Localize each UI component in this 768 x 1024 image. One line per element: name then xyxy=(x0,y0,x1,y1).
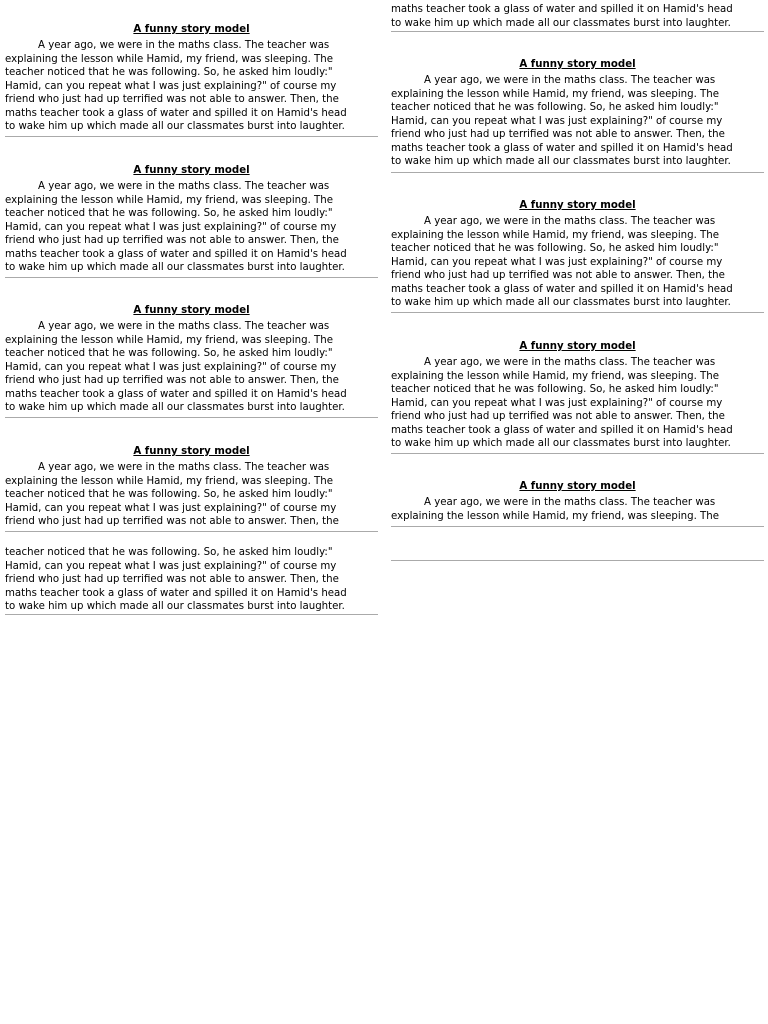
story-paragraph: A year ago, we were in the maths class. The teacher was explaining the lesson while Hamid, my friend, was sleeping. The teacher noticed that he was following. So, he asked him loudly:" Hamid, can you repeat what I was just explaining?" of course my friend who just had up terrified was not able to answer. Then, the xyxy=(5,462,339,527)
story-line: to wake him up which made all our classmates burst into laughter. xyxy=(391,17,731,29)
story-title: A funny story model xyxy=(133,446,250,457)
story-title: A funny story model xyxy=(519,341,636,352)
story-block xyxy=(391,199,764,310)
story-continuation xyxy=(5,546,378,613)
divider-rule xyxy=(391,453,764,454)
divider-rule xyxy=(391,560,764,561)
story-paragraph: A year ago, we were in the maths class. The teacher was explaining the lesson while Hamid, my friend, was sleeping. The teacher noticed that he was following. So, he asked him loudly:" Hamid, can you repeat what I was just explaining?" of course my friend who just had up terrified was not able to answer. Then, the maths teacher took a glass of water and spilled it on Hamid's head to wake him up which made all our classmates burst into laughter. xyxy=(391,75,733,167)
divider-rule xyxy=(5,136,378,137)
story-paragraph: A year ago, we were in the maths class. The teacher was explaining the lesson while Hamid, my friend, was sleeping. The teacher noticed that he was following. So, he asked him loudly:" Hamid, can you repeat what I was just explaining?" of course my friend who just had up terrified was not able to answer. Then, the maths teacher took a glass of water and spilled it on Hamid's head to wake him up which made all our classmates burst into laughter. xyxy=(5,40,347,132)
story-line: to wake him up which made all our classmates burst into laughter. xyxy=(5,601,345,612)
divider-rule xyxy=(5,614,378,615)
story-title: A funny story model xyxy=(519,481,636,492)
story-block xyxy=(391,340,764,451)
story-paragraph: A year ago, we were in the maths class. The teacher was explaining the lesson while Hamid, my friend, was sleeping. The teacher noticed that he was following. So, he asked him loudly:" Hamid, can you repeat what I was just explaining?" of course my friend who just had up terrified was not able to answer. Then, the maths teacher took a glass of water and spilled it on Hamid's head to wake him up which made all our classmates burst into laughter. xyxy=(5,321,347,413)
divider-rule xyxy=(5,531,378,532)
story-paragraph: A year ago, we were in the maths class. The teacher was explaining the lesson while Hamid, my friend, was sleeping. The teacher noticed that he was following. So, he asked him loudly:" Hamid, can you repeat what I was just explaining?" of course my friend who just had up terrified was not able to answer. Then, the maths teacher took a glass of water and spilled it on Hamid's head to wake him up which made all our classmates burst into laughter. xyxy=(5,181,347,273)
story-title: A funny story model xyxy=(133,305,250,316)
divider-rule xyxy=(5,417,378,418)
story-title: A funny story model xyxy=(519,200,636,211)
story-block xyxy=(5,445,378,529)
story-block xyxy=(5,23,378,134)
story-title: A funny story model xyxy=(133,165,250,176)
story-line: friend who just had up terrified was not able to answer. Then, the xyxy=(5,574,339,585)
story-continuation xyxy=(391,3,764,30)
story-block xyxy=(391,480,764,523)
divider-rule xyxy=(391,526,764,527)
divider-rule xyxy=(391,172,764,173)
story-line: maths teacher took a glass of water and spilled it on Hamid's head xyxy=(391,4,733,15)
story-line: Hamid, can you repeat what I was just explaining?" of course my xyxy=(5,560,337,572)
story-line: maths teacher took a glass of water and spilled it on Hamid's head xyxy=(5,587,347,599)
story-paragraph: A year ago, we were in the maths class. The teacher was explaining the lesson while Hamid, my friend, was sleeping. The xyxy=(391,497,719,522)
story-block xyxy=(5,304,378,415)
divider-rule xyxy=(5,277,378,278)
story-title: A funny story model xyxy=(133,24,250,35)
story-line: teacher noticed that he was following. So, he asked him loudly:" xyxy=(5,547,333,558)
divider-rule xyxy=(391,312,764,313)
story-block xyxy=(391,58,764,169)
divider-rule xyxy=(391,31,764,32)
story-paragraph: A year ago, we were in the maths class. The teacher was explaining the lesson while Hamid, my friend, was sleeping. The teacher noticed that he was following. So, he asked him loudly:" Hamid, can you repeat what I was just explaining?" of course my friend who just had up terrified was not able to answer. Then, the maths teacher took a glass of water and spilled it on Hamid's head to wake him up which made all our classmates burst into laughter. xyxy=(391,216,733,308)
story-paragraph: A year ago, we were in the maths class. The teacher was explaining the lesson while Hamid, my friend, was sleeping. The teacher noticed that he was following. So, he asked him loudly:" Hamid, can you repeat what I was just explaining?" of course my friend who just had up terrified was not able to answer. Then, the maths teacher took a glass of water and spilled it on Hamid's head to wake him up which made all our classmates burst into laughter. xyxy=(391,357,733,449)
story-block xyxy=(5,164,378,275)
story-title: A funny story model xyxy=(519,59,636,70)
